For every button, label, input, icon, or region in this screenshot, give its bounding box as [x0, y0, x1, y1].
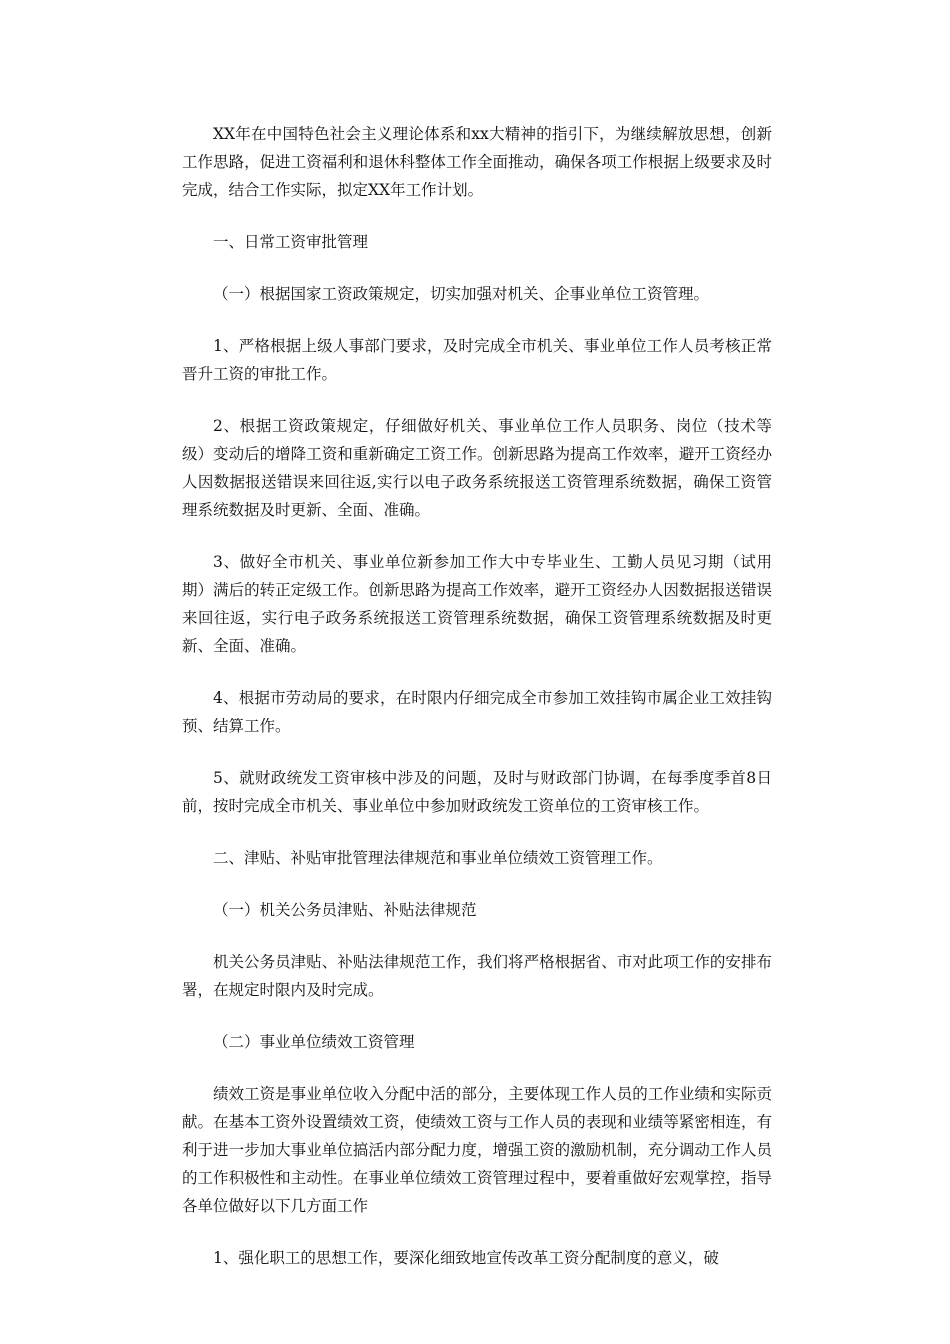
- paragraph-gap: [182, 872, 772, 896]
- intro-paragraph: XX年在中国特色社会主义理论体系和xx大精神的指引下，为继续解放思想，创新工作思路，促进工资福利和退休科整体工作全面推动，确保各项工作根据上级要求及时完成，结合工作实际，拟定XX年工作计划。: [182, 125, 772, 199]
- body-paragraph-2-2: 绩效工资是事业单位收入分配中活的部分，主要体现工作人员的工作业绩和实际贡献。在基本工资外设置绩效工资，使绩效工资与工作人员的表现和业绩等紧密相连，有利于进一步加大事业单位搞活内部分配力度，增强工资的激励机制，充分调动工作人员的工作积极性和主动性。在事业单位绩效工资管理过程中，要着重做好宏观掌控，指导各单位做好以下几方面工作: [182, 1085, 772, 1215]
- body-paragraph-2-1: 机关公务员津贴、补贴法律规范工作，我们将严格根据省、市对此项工作的安排布署，在规定时限内及时完成。: [182, 953, 772, 999]
- paragraph-gap: [182, 820, 772, 844]
- paragraph-gap: [182, 1004, 772, 1028]
- paragraph-gap: [182, 924, 772, 948]
- paragraph-gap: [182, 308, 772, 332]
- document-page: [182, 120, 772, 1272]
- list-item-2-2-1: 1、强化职工的思想工作，要深化细致地宣传改革工资分配制度的意义，破: [213, 1249, 719, 1267]
- list-item-3: 3、做好全市机关、事业单位新参加工作大中专毕业生、工勤人员见习期（试用期）满后的转正定级工作。创新思路为提高工作效率，避开工资经办人因数据报送错误来回往返，实行电子政务系统报送工资管理系统数据，确保工资管理系统数据及时更新、全面、准确。: [182, 553, 772, 655]
- paragraph-gap: [182, 660, 772, 684]
- paragraph-gap: [182, 388, 772, 412]
- subsection-heading-2-2: （二）事业单位绩效工资管理: [213, 1033, 415, 1051]
- list-item-2: 2、根据工资政策规定，仔细做好机关、事业单位工作人员职务、岗位（技术等级）变动后的增降工资和重新确定工资工作。创新思路为提高工作效率，避开工资经办人因数据报送错误来回往返,实行以电子政务系统报送工资管理系统数据，确保工资管理系统数据及时更新、全面、准确。: [182, 417, 772, 519]
- paragraph-gap: [182, 524, 772, 548]
- list-item-4: 4、根据市劳动局的要求，在时限内仔细完成全市参加工效挂钩市属企业工效挂钩预、结算工作。: [182, 689, 772, 735]
- paragraph-gap: [182, 204, 772, 228]
- section-heading-1: 一、日常工资审批管理: [213, 233, 369, 251]
- subsection-heading-1-1: （一）根据国家工资政策规定，切实加强对机关、企事业单位工资管理。: [213, 285, 710, 303]
- paragraph-gap: [182, 256, 772, 280]
- section-heading-2: 二、津贴、补贴审批管理法律规范和事业单位绩效工资管理工作。: [213, 849, 663, 867]
- list-item-1: 1、严格根据上级人事部门要求，及时完成全市机关、事业单位工作人员考核正常晋升工资的审批工作。: [182, 337, 772, 383]
- subsection-heading-2-1: （一）机关公务员津贴、补贴法律规范: [213, 901, 477, 919]
- paragraph-gap: [182, 1220, 772, 1244]
- paragraph-gap: [182, 1056, 772, 1080]
- list-item-5: 5、就财政统发工资审核中涉及的问题，及时与财政部门协调，在每季度季首8日前，按时完成全市机关、事业单位中参加财政统发工资单位的工资审核工作。: [182, 769, 772, 815]
- paragraph-gap: [182, 740, 772, 764]
